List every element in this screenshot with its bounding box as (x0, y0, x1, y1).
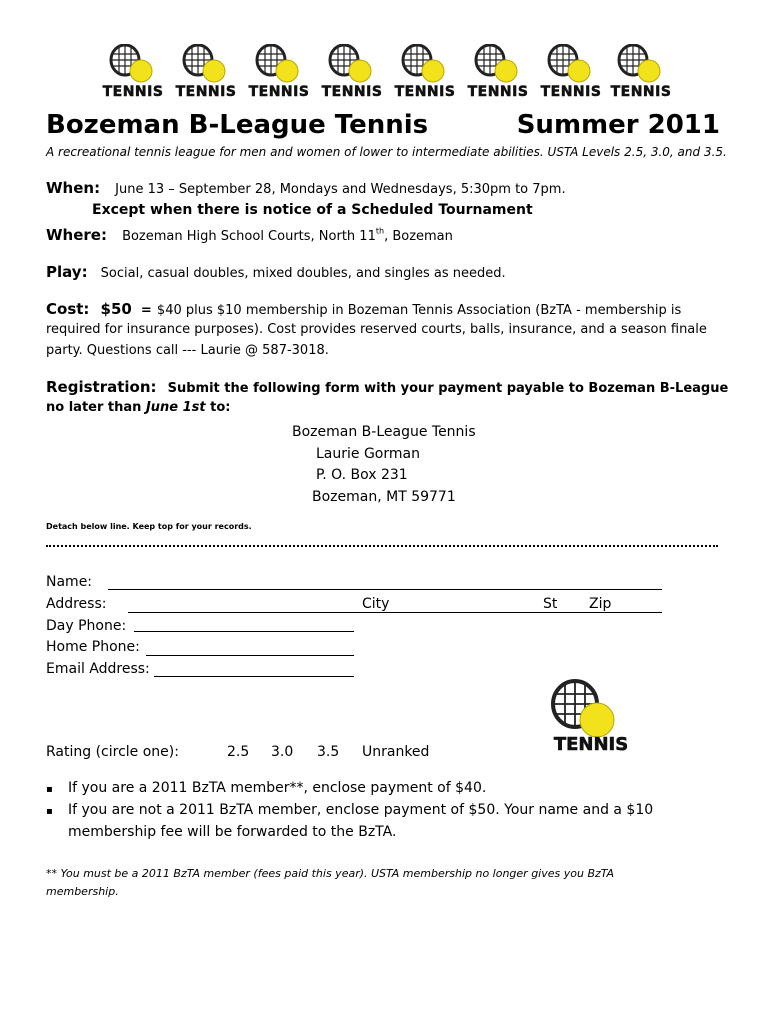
racket-ball-icon (243, 44, 315, 88)
racket-ball-icon (389, 44, 461, 88)
bullet-nonmember: If you are not a 2011 BzTA member, enclose payment of $50. Your name and a $10 (68, 802, 654, 818)
logo-word: TENNIS (102, 84, 164, 100)
cost-equals: = (140, 303, 152, 318)
when-text: June 13 – September 28, Mondays and Wednesdays, 5:30pm to 7pm. (115, 182, 566, 197)
registration-row (46, 377, 728, 396)
cost-line-2: required for insurance purposes). Cost provides reserved courts, balls, insurance, and a season finale (46, 322, 707, 337)
name-label: Name: (46, 574, 93, 590)
where-superscript: th (375, 226, 385, 236)
logo-word: TENNIS (321, 84, 383, 100)
zip-label: Zip (589, 596, 612, 612)
season-label: Summer 2011 (516, 110, 720, 140)
cost-line-1: $40 plus $10 membership in Bozeman Tennis Association (BzTA - membership is (156, 303, 682, 318)
when-row (46, 178, 566, 197)
where-text-end: , Bozeman (384, 229, 453, 244)
bullet-member: If you are a 2011 BzTA member**, enclose payment of $40. (68, 780, 487, 796)
footnote-line-2: membership. (46, 885, 119, 898)
page-title: Bozeman B-League Tennis (46, 110, 429, 140)
bullet-nonmember-continued: membership fee will be forwarded to the BzTA. (68, 824, 397, 840)
tennis-logo-banner (97, 44, 677, 102)
where-label: Where: (46, 226, 107, 244)
tennis-logo-large (545, 678, 645, 758)
state-label: St (543, 596, 558, 612)
detach-note: Detach below line. Keep top for your records. (46, 522, 252, 531)
tennis-logo (170, 44, 242, 102)
racket-ball-icon (170, 44, 242, 88)
racket-ball-icon (535, 44, 607, 88)
address-field[interactable] (128, 612, 662, 613)
day-phone-field[interactable] (134, 631, 354, 632)
address-line: Bozeman, MT 59771 (312, 488, 456, 505)
cost-label: Cost: (46, 300, 90, 318)
cost-row (46, 299, 681, 318)
registration-line-2 (46, 400, 231, 415)
tournament-exception: Except when there is notice of a Scheduled Tournament (92, 202, 533, 218)
footnote-line-1: ** You must be a 2011 BzTA member (fees paid this year). USTA membership no longer gives you BzTA (46, 867, 615, 880)
cost-amount: $50 (100, 300, 132, 318)
play-row (46, 262, 506, 281)
where-row (46, 225, 453, 244)
tennis-logo (462, 44, 534, 102)
home-phone-label: Home Phone: (46, 639, 140, 655)
address-line: P. O. Box 231 (316, 467, 408, 483)
logo-word: TENNIS (394, 84, 456, 100)
rating-label: Rating (circle one): (46, 744, 179, 760)
logo-word: TENNIS (248, 84, 310, 100)
home-phone-field[interactable] (146, 655, 354, 656)
registration-deadline: June 1st (145, 400, 206, 415)
day-phone-label: Day Phone: (46, 618, 127, 634)
tennis-logo (389, 44, 461, 102)
email-field[interactable] (154, 676, 354, 677)
play-label: Play: (46, 263, 88, 281)
racket-ball-icon (545, 678, 645, 740)
name-field[interactable] (108, 589, 662, 590)
email-label: Email Address: (46, 661, 150, 677)
racket-ball-icon (97, 44, 169, 88)
logo-word: TENNIS (553, 734, 629, 755)
play-text: Social, casual doubles, mixed doubles, and singles as needed. (100, 266, 506, 281)
address-label: Address: (46, 596, 107, 612)
mailing-address (292, 422, 476, 508)
when-label: When: (46, 179, 101, 197)
rating-option-3-0[interactable]: 3.0 (271, 744, 294, 760)
city-label: City (362, 596, 390, 612)
registration-line-1: Submit the following form with your payment payable to Bozeman B-League (167, 381, 729, 396)
detach-line (46, 545, 718, 547)
logo-word: TENNIS (610, 84, 672, 100)
racket-ball-icon (605, 44, 677, 88)
registration-deadline-suffix: to: (210, 400, 231, 415)
rating-option-2-5[interactable]: 2.5 (227, 744, 250, 760)
logo-word: TENNIS (175, 84, 237, 100)
tennis-logo (97, 44, 169, 102)
rating-option-unranked[interactable]: Unranked (362, 744, 430, 760)
logo-word: TENNIS (467, 84, 529, 100)
tennis-logo (243, 44, 315, 102)
registration-deadline-prefix: no later than (46, 400, 142, 415)
where-text: Bozeman High School Courts, North 11 (122, 229, 376, 244)
logo-word: TENNIS (540, 84, 602, 100)
subtitle: A recreational tennis league for men and women of lower to intermediate abilities. USTA Levels 2.5, 3.0, and 3.5. (46, 145, 727, 159)
tennis-logo (535, 44, 607, 102)
racket-ball-icon (316, 44, 388, 88)
tennis-logo (316, 44, 388, 102)
bullet-icon: ▪ (46, 806, 53, 817)
bullet-icon: ▪ (46, 784, 53, 795)
racket-ball-icon (462, 44, 534, 88)
registration-label: Registration: (46, 378, 157, 396)
rating-option-3-5[interactable]: 3.5 (317, 744, 340, 760)
cost-line-3: party. Questions call --- Laurie @ 587-3018. (46, 343, 329, 358)
address-line: Laurie Gorman (316, 445, 420, 462)
tennis-logo (605, 44, 677, 102)
address-line: Bozeman B-League Tennis (292, 424, 476, 440)
